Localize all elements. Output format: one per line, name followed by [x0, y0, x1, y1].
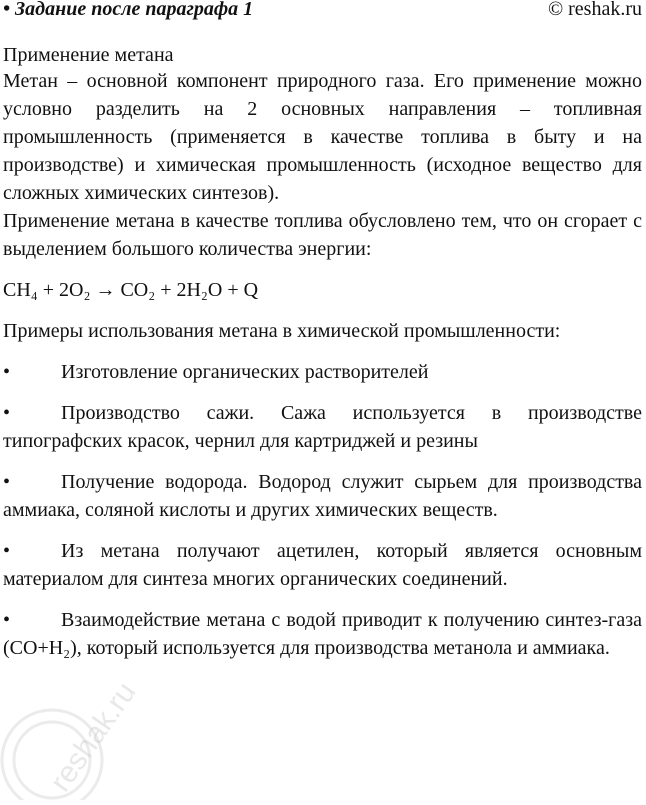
examples-intro: Примеры использования метана в химической промышленности:	[3, 320, 561, 342]
bullet-icon: •	[3, 471, 11, 493]
list-item-text: Получение водорода. Водород служит сырьем для производства аммиака, соляной кислоты и других химических веществ.	[3, 471, 642, 521]
bullet-icon: •	[3, 609, 11, 631]
list-item	[3, 399, 642, 455]
bullet-icon: •	[3, 361, 11, 383]
paragraph-intro: Метан – основной компонент природного газа. Его применение можно условно разделить на 2 основных направления – топливная промышленность (применяется в качестве топлива в быту и на производстве) и химическая промышленность (исходное вещество для сложных химических синтезов).	[3, 70, 642, 204]
paragraph-fuel: Применение метана в качестве топлива обусловлено тем, что он сгорает с выделением большого количества энергии:	[3, 210, 642, 260]
section-title: Применение метана	[3, 44, 174, 66]
list-item-text: Производство сажи. Сажа используется в производстве типографских красок, чернил для картриджей и резины	[3, 402, 642, 452]
combustion-equation: CH₄ + 2O₂ → CO₂ + 2H₂O + Q	[3, 279, 259, 301]
bullet-icon: •	[3, 402, 11, 424]
list-item-text: Взаимодействие метана с водой приводит к получению синтез-газа (CO+H₂), который используется для производства метанола и аммиака.	[3, 609, 642, 659]
list-item	[3, 468, 642, 524]
list-item-text: Изготовление органических растворителей	[61, 361, 429, 383]
bullet-icon: •	[3, 540, 11, 562]
list-item	[3, 606, 642, 662]
list-item-text: Из метана получают ацетилен, который является основным материалом для синтеза многих органических соединений.	[3, 540, 642, 590]
assignment-title: • Задание после параграфа 1	[3, 0, 254, 20]
page-header	[3, 0, 642, 24]
list-item	[3, 358, 642, 386]
svg-text:reshak.ru: reshak.ru	[43, 676, 143, 798]
list-item	[3, 537, 642, 593]
site-credit: © reshak.ru	[547, 0, 642, 20]
